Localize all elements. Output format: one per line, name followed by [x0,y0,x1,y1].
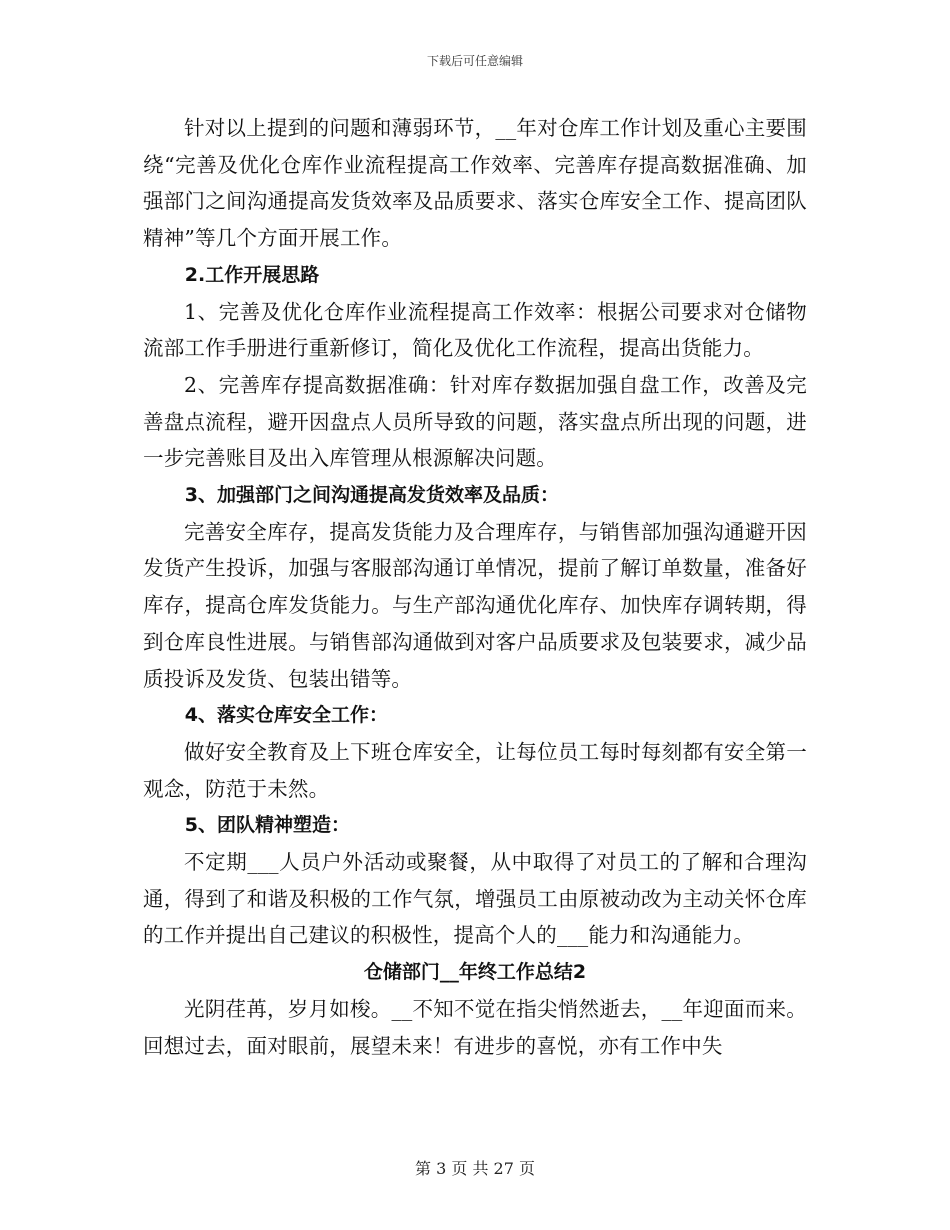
paragraph-team: 不定期___人员户外活动或聚餐，从中取得了对员工的了解和合理沟通，得到了和谐及积极的工作气氛，增强员工由原被动改为主动关怀仓库的工作并提出自己建议的积极性，提高个人的___能力和沟通能力。 [143,850,807,948]
section-heading-team: 5、团队精神塑造： [184,814,351,837]
paragraph-communication: 完善安全库存，提高发货能力及合理库存，与销售部加强沟通避开因发货产生投诉，加强与客服部沟通订单情况，提前了解订单数量，准备好库存，提高仓库发货能力。与生产部沟通优化库存、加快库存调转期，得到仓库良性进展。与销售部沟通做到对客户品质要求及包装要求，减少品质投诉及发货、包装出错等。 [143,519,807,691]
paragraph-safety: 做好安全教育及上下班仓库安全，让每位员工每时每刻都有安全第一观念，防范于未然。 [143,739,807,801]
document-body [143,110,807,1064]
page-header: 下载后可任意编辑 [426,54,523,68]
paragraph-item-1: 1、完善及优化仓库作业流程提高工作效率：根据公司要求对仓储物流部工作手册进行重新修订，简化及优化工作流程，提高出货能力。 [143,299,807,361]
intro-paragraph: 针对以上提到的问题和薄弱环节，__年对仓库工作计划及重心主要围绕“完善及优化仓库作业流程提高工作效率、完善库存提高数据准确、加强部门之间沟通提高发货效率及品质要求、落实仓库安全工作、提高团队精神”等几个方面开展工作。 [143,116,807,251]
paragraph-item-2: 2、完善库存提高数据准确：针对库存数据加强自盘工作，改善及完善盘点流程，避开因盘点人员所导致的问题，落实盘点所出现的问题，进一步完善账目及出入库管理从根源解决问题。 [143,372,807,471]
section-heading-approach: 2.工作开展思路 [184,263,320,286]
document-title-2: 仓储部门__年终工作总结2 [363,961,587,984]
section-heading-safety: 4、落实仓库安全工作： [184,704,389,727]
page-footer: 第 3 页 共 27 页 [415,1159,535,1178]
section-heading-communication: 3、加强部门之间沟通提高发货效率及品质： [184,484,560,507]
paragraph-summary-intro: 光阴荏苒，岁月如梭。__不知不觉在指尖悄然逝去，__年迎面而来。回想过去，面对眼前，展望未来！有进步的喜悦，亦有工作中失 [143,996,807,1058]
